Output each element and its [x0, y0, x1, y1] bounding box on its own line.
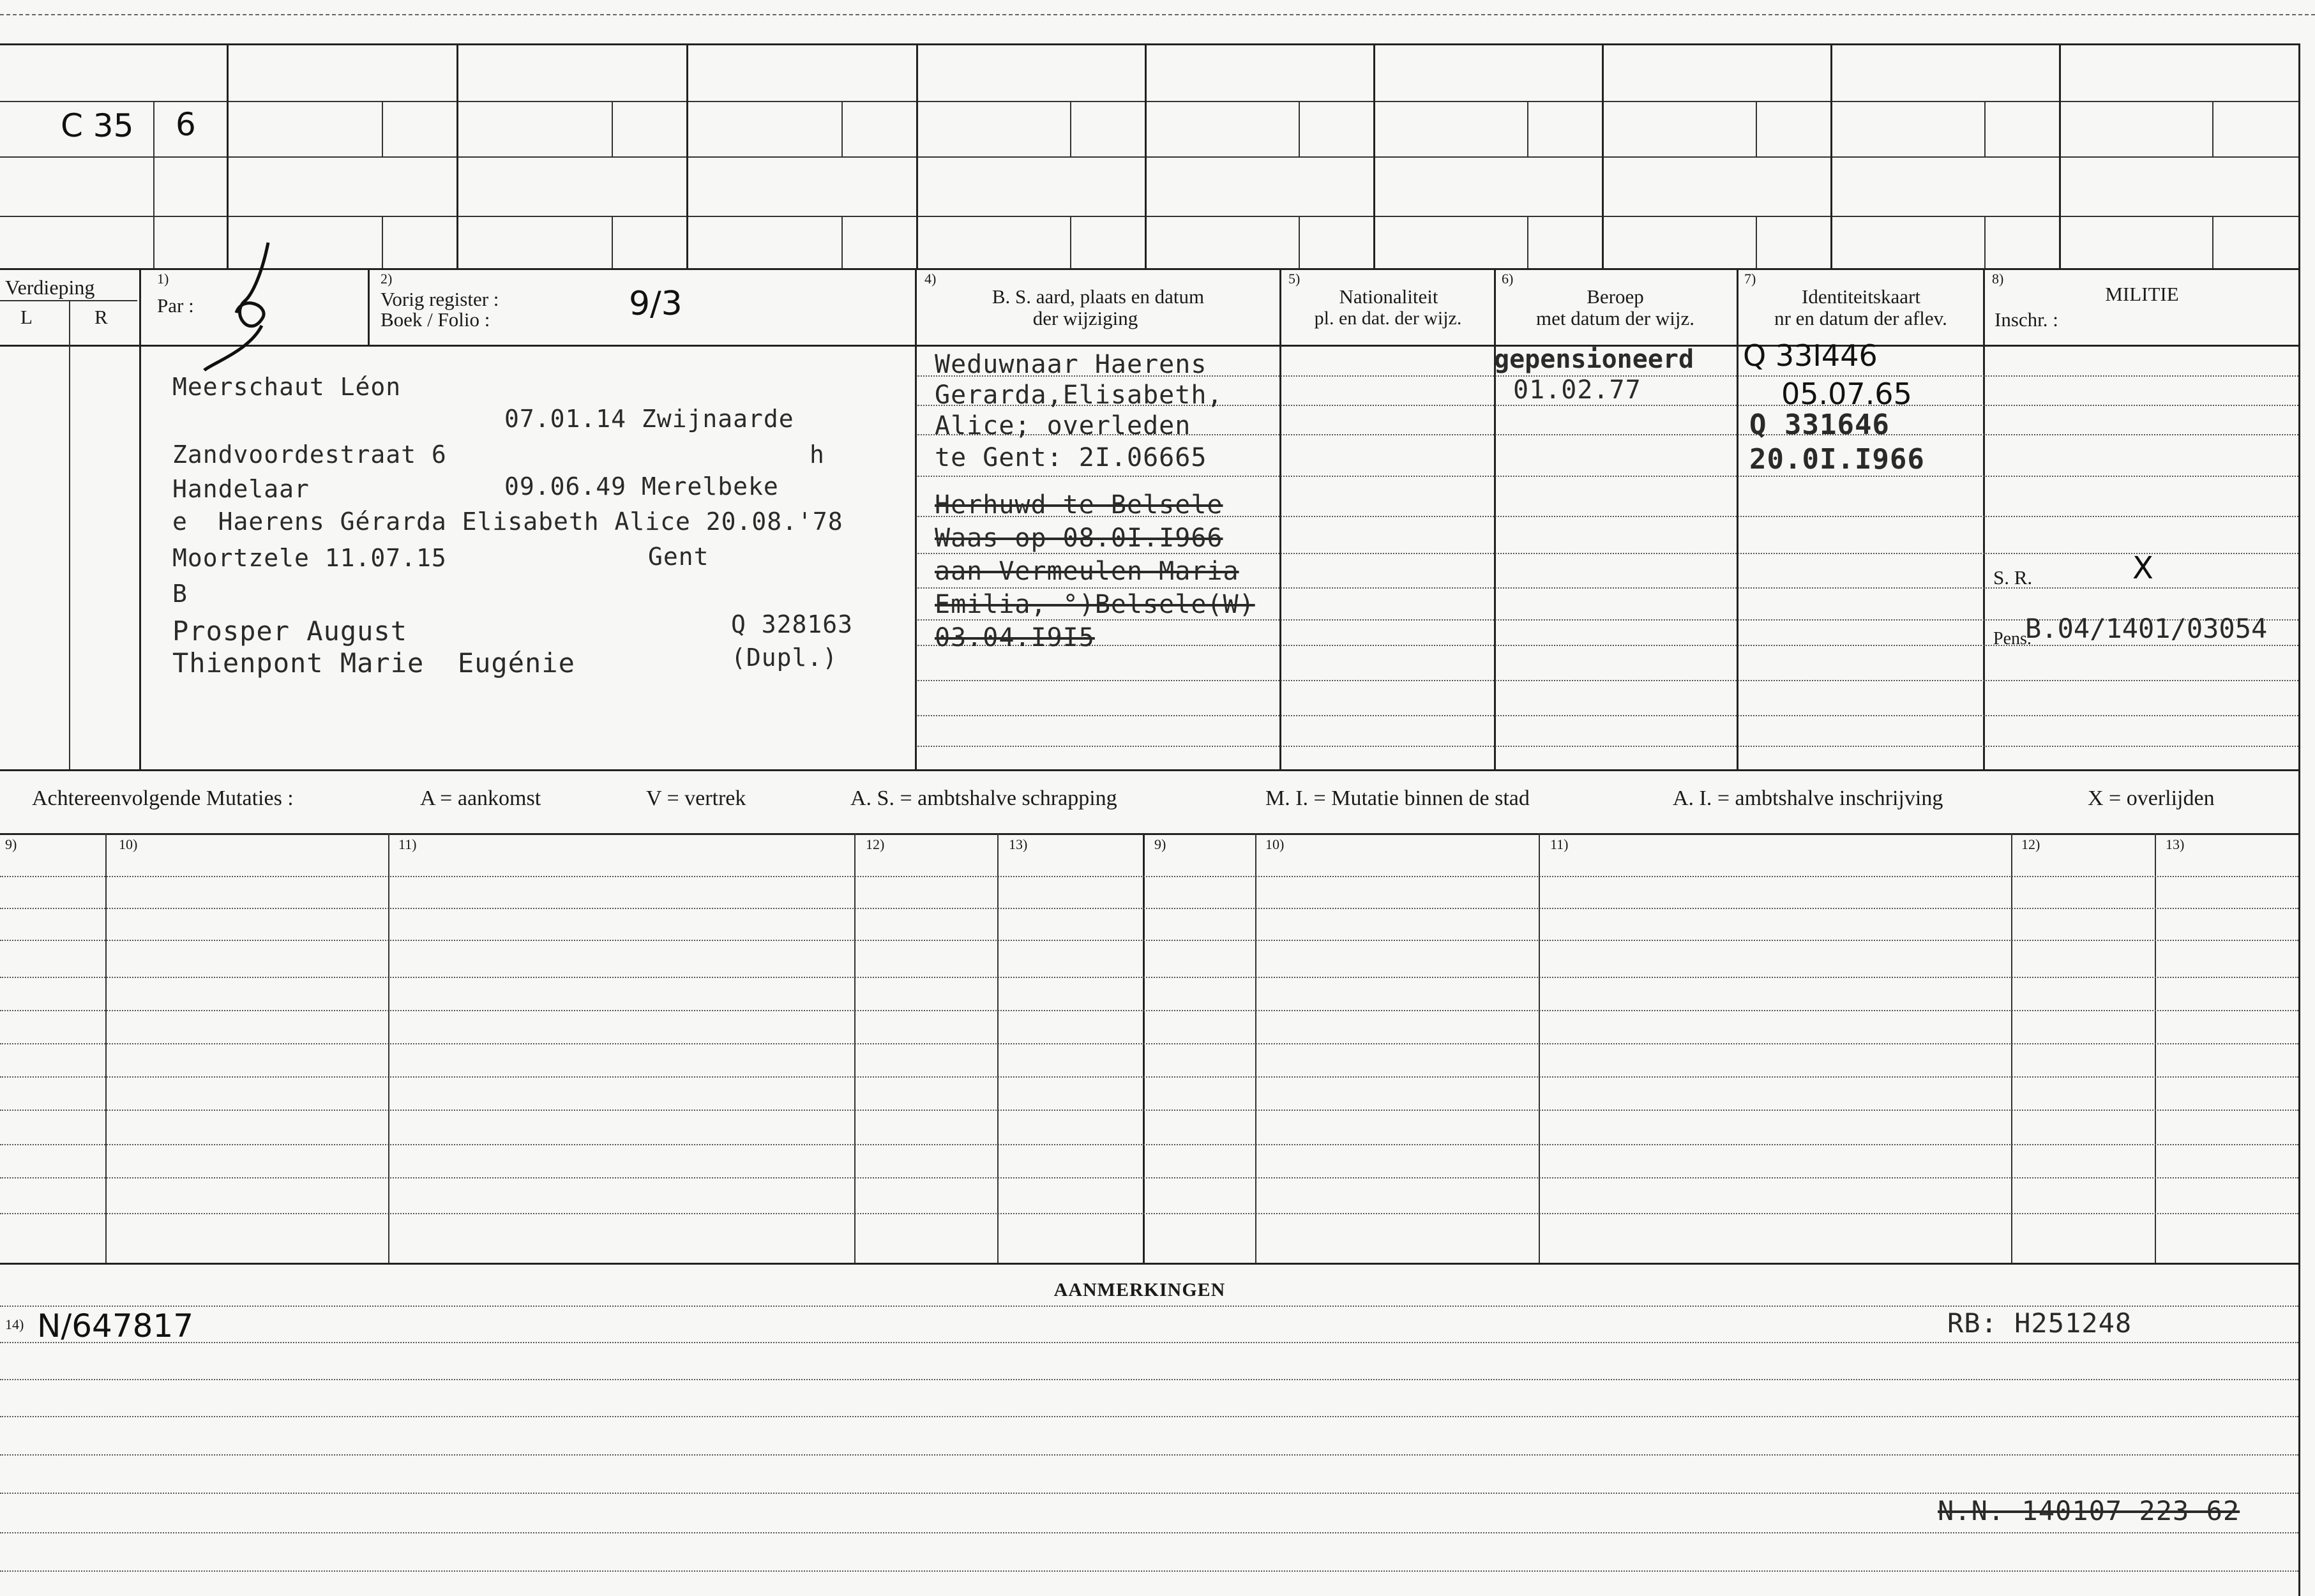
person-address-mark: h: [810, 440, 825, 469]
person-mark-b: B: [172, 580, 188, 608]
nn-value: N.N. 140107 223 62: [1938, 1495, 2240, 1526]
id-1: Q 33I446: [1743, 338, 1878, 373]
person-spouse: e Haerens Gérarda Elisabeth Alice 20.08.'78: [172, 508, 843, 536]
change-line: Gerarda,Elisabeth,: [935, 380, 1223, 410]
beroep-date: 01.02.77: [1513, 375, 1641, 405]
change-line: aan Vermeulen Maria: [935, 557, 1239, 586]
col-num: 13): [2166, 836, 2185, 852]
l-label: L: [20, 306, 33, 328]
person-occupation: Handelaar: [172, 475, 310, 503]
bs-label-2: der wijziging: [1032, 307, 1138, 329]
person-spouse-place: Moortzele 11.07.15: [172, 544, 447, 572]
change-line: Weduwnaar Haerens: [935, 350, 1207, 379]
beroep-label-1: Beroep: [1587, 285, 1644, 308]
id-1-date: 05.07.65: [1781, 377, 1912, 411]
boek-value: 9/3: [629, 285, 682, 323]
col-num: 13): [1009, 836, 1028, 852]
col-num: 10): [119, 836, 138, 852]
change-line: Alice; overleden: [935, 411, 1191, 440]
mutatie-item: M. I. = Mutatie binnen de stad: [1265, 787, 1530, 810]
bs-label-1: B. S. aard, plaats en datum: [992, 285, 1205, 308]
person-father: Prosper August: [172, 615, 408, 647]
change-line: Waas op 08.0I.I966: [935, 523, 1223, 553]
nat-label-2: pl. en dat. der wijz.: [1314, 308, 1462, 329]
change-line: 03.04.I9I5: [935, 623, 1095, 652]
mil-num: 8): [1992, 271, 2004, 287]
col-num: 11): [1550, 836, 1569, 852]
person-name: Meerschaut Léon: [172, 373, 402, 401]
col-num: 12): [866, 836, 885, 852]
verdieping-label: Verdieping: [5, 276, 95, 299]
person-address: Zandvoordestraat 6: [172, 440, 447, 469]
rb-value: RB: H251248: [1947, 1307, 2132, 1339]
aanmerkingen-num: 14): [5, 1316, 24, 1332]
boek-label: Boek / Folio :: [381, 308, 490, 331]
nat-num: 5): [1288, 271, 1301, 287]
pens-label: Pens.: [1993, 629, 2032, 649]
par-label: Par :: [157, 294, 194, 317]
change-line: te Gent: 2I.06665: [935, 443, 1207, 472]
nat-label-1: Nationaliteit: [1339, 285, 1438, 308]
person-mother-note: (Dupl.): [731, 644, 838, 672]
col-num: 9): [1154, 836, 1166, 852]
aanmerkingen-title: AANMERKINGEN: [1053, 1279, 1226, 1300]
mutatie-item: X = overlijden: [2088, 787, 2215, 810]
aanmerkingen-value: N/647817: [37, 1307, 194, 1344]
person-father-id: Q 328163: [731, 610, 854, 638]
person-birth: 07.01.14 Zwijnaarde: [504, 405, 794, 433]
signature-mark: [192, 236, 319, 383]
vorig-num: 2): [381, 271, 393, 287]
col-num: 9): [5, 836, 17, 852]
change-line: Herhuwd te Belsele: [935, 490, 1223, 520]
par-num: 1): [157, 271, 169, 287]
beroep-value: gepensioneerd: [1494, 345, 1694, 374]
header-number: 6: [176, 106, 196, 143]
vorig-label: Vorig register :: [381, 288, 499, 310]
col-num: 11): [398, 836, 417, 852]
col-num: 10): [1265, 836, 1285, 852]
beroep-label-2: met datum der wijz.: [1536, 307, 1694, 329]
person-spouse-city: Gent: [648, 543, 709, 571]
mutatie-item: A. S. = ambtshalve schrapping: [850, 787, 1117, 810]
sr-value: X: [2132, 550, 2153, 586]
person-occupation-date: 09.06.49 Merelbeke: [504, 472, 779, 501]
id-2-date: 20.0I.I966: [1749, 443, 1925, 476]
id-2: Q 331646: [1749, 409, 1890, 441]
beroep-num: 6): [1502, 271, 1514, 287]
change-line: Emilia, °)Belsele(W): [935, 590, 1255, 619]
id-label-1: Identiteitskaart: [1802, 285, 1920, 308]
mutaties-title: Achtereenvolgende Mutaties :: [32, 787, 294, 810]
pens-value: B.04/1401/03054: [2025, 613, 2268, 644]
r-label: R: [94, 306, 108, 328]
col-num: 12): [2021, 836, 2040, 852]
sr-label: S. R.: [1993, 566, 2033, 589]
mutatie-item: A. I. = ambtshalve inschrijving: [1673, 787, 1943, 810]
person-mother: Thienpont Marie Eugénie: [172, 647, 575, 679]
mutatie-item: V = vertrek: [646, 787, 746, 810]
id-num: 7): [1744, 271, 1756, 287]
id-label-2: nr en datum der aflev.: [1774, 307, 1947, 329]
inschr-label: Inschr. :: [1995, 308, 2058, 331]
header-code: C 35: [61, 107, 134, 144]
bs-num: 4): [924, 271, 937, 287]
mil-label: MILITIE: [2105, 283, 2179, 305]
mutatie-item: A = aankomst: [420, 787, 541, 810]
